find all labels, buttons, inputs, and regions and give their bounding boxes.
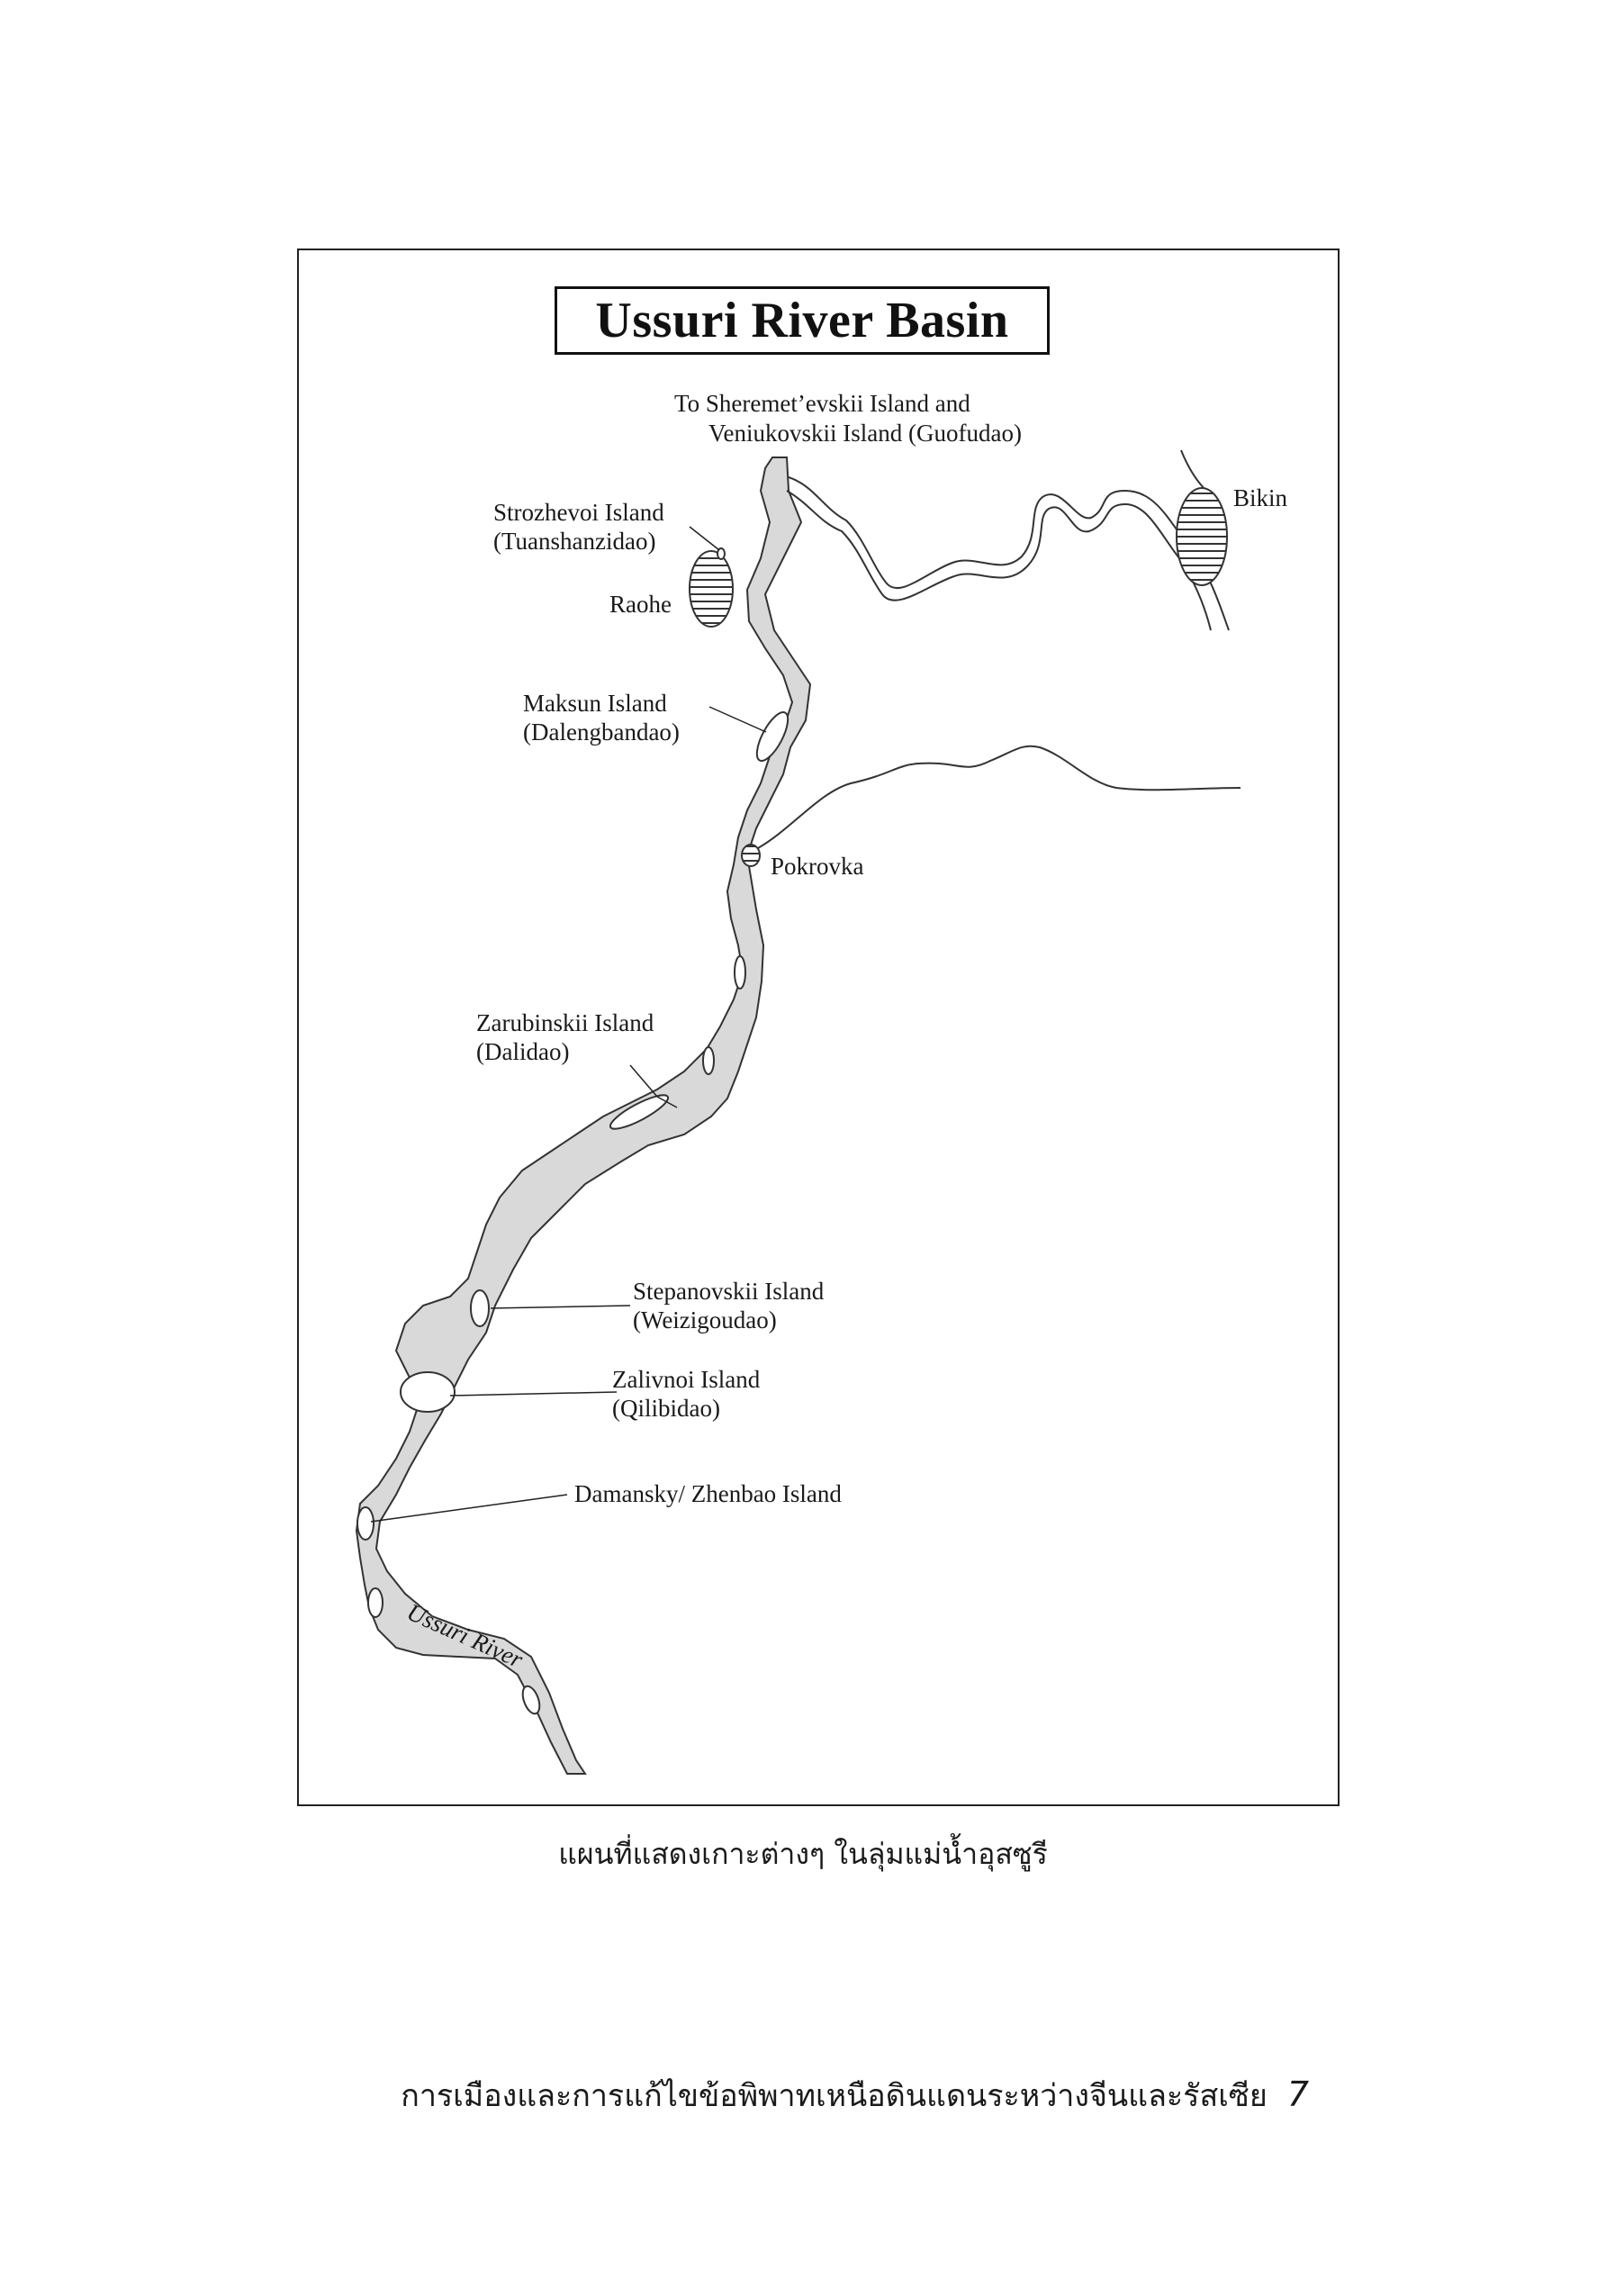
- label-raohe: Raohe: [609, 591, 672, 618]
- bikin-river: [787, 491, 1211, 630]
- label-strozhevoi-line1: Strozhevoi Island: [493, 499, 664, 526]
- label-strozhevoi-line2: (Tuanshanzidao): [493, 528, 656, 555]
- label-maksun-line1: Maksun Island: [523, 690, 667, 717]
- zalivnoi-island: [401, 1372, 455, 1412]
- page-number: 7: [1286, 2075, 1309, 2114]
- damansky-island: [357, 1507, 374, 1540]
- map-title: Ussuri River Basin: [595, 293, 1009, 348]
- label-bikin: Bikin: [1233, 484, 1288, 511]
- stepanovskii-island: [471, 1290, 489, 1326]
- ussuri-river: [356, 457, 810, 1774]
- raohe-town: [690, 551, 733, 627]
- small-island-1: [735, 956, 745, 989]
- bikin-town: [1177, 488, 1227, 585]
- label-sheremet-line2: Veniukovskii Island (Guofudao): [708, 420, 1022, 447]
- label-stepanovskii-line2: (Weizigoudao): [633, 1306, 777, 1333]
- pokrovka-river: [758, 746, 1241, 848]
- label-zarubinskii-line1: Zarubinskii Island: [476, 1009, 654, 1036]
- label-pokrovka: Pokrovka: [771, 853, 864, 880]
- page-footer: [401, 2071, 1309, 2120]
- label-zalivnoi-line2: (Qilibidao): [612, 1395, 720, 1422]
- label-sheremet-line1: To Sheremet’evskii Island and: [674, 390, 970, 417]
- small-island-3: [368, 1588, 383, 1617]
- label-damansky: Damansky/ Zhenbao Island: [574, 1480, 842, 1507]
- footer-title: การเมืองและการแก้ไขข้อพิพาทเหนือดินแดนระหว่างจีนและรัสเซีย: [401, 2078, 1268, 2114]
- label-ussuri-river: Ussuri River: [402, 1598, 528, 1674]
- pokrovka-town: [742, 845, 760, 866]
- map-caption: แผนที่แสดงเกาะต่างๆ ในลุ่มแม่น้ำอุสซูรี: [558, 1837, 1048, 1871]
- small-island-2: [703, 1047, 714, 1074]
- map-title-box: [555, 286, 1050, 355]
- label-maksun-line2: (Dalengbandao): [523, 719, 680, 746]
- label-zalivnoi-line1: Zalivnoi Island: [612, 1366, 761, 1393]
- label-stepanovskii-line1: Stepanovskii Island: [633, 1278, 825, 1305]
- label-zarubinskii-line2: (Dalidao): [476, 1038, 570, 1065]
